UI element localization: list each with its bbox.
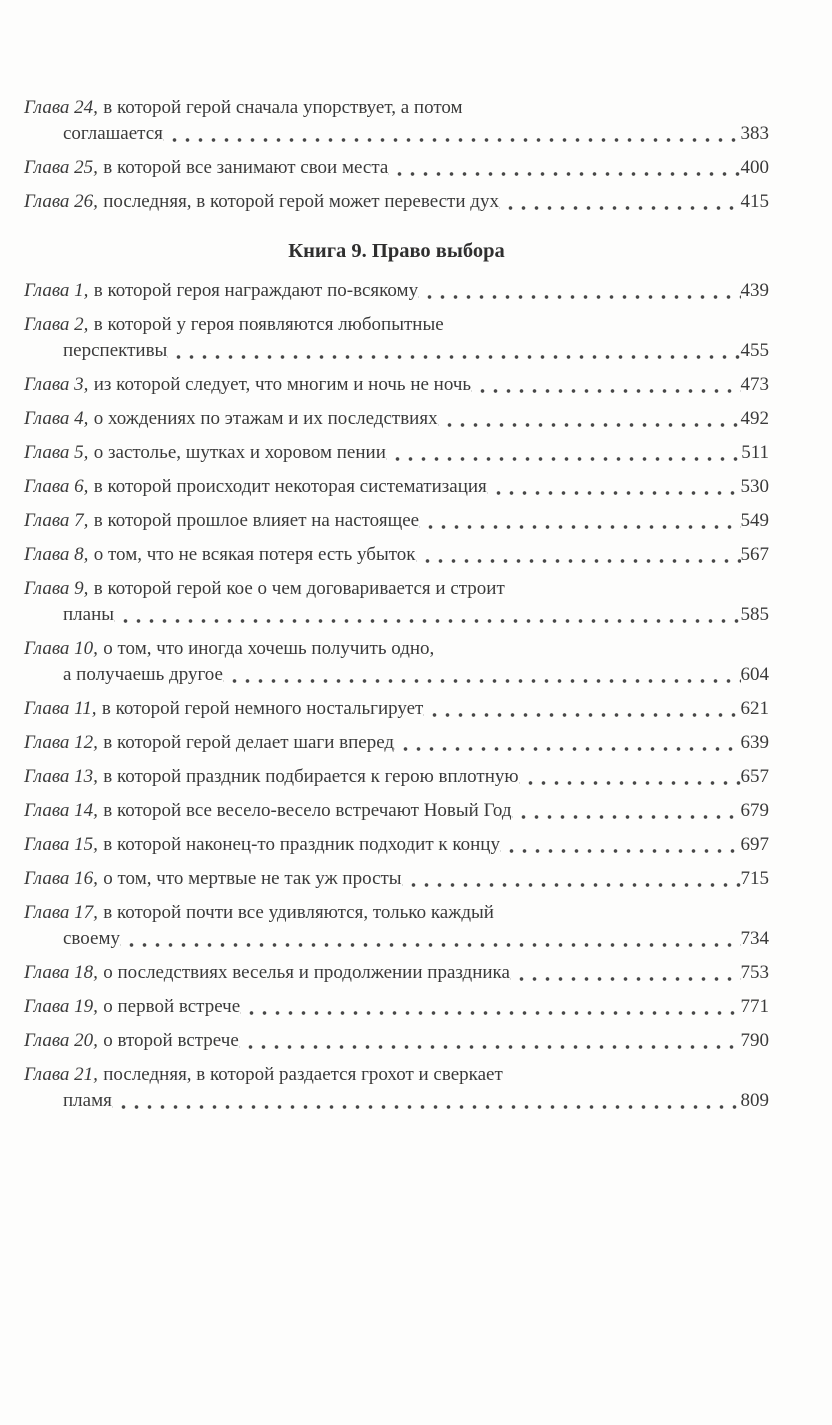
chapter-title: о том, что мертвые не так уж просты [103, 868, 402, 889]
chapter-title: в которой происходит некоторая систематизация [93, 476, 487, 497]
page-number: 585 [740, 604, 769, 625]
toc-entry [24, 95, 769, 147]
toc-line [24, 508, 769, 534]
toc-entry [24, 372, 769, 398]
dot-leader [114, 602, 740, 628]
chapter-title: последняя, в которой герой может перевести дух [103, 191, 499, 212]
toc-line [24, 189, 769, 215]
toc-line [24, 798, 769, 824]
page-number: 549 [740, 510, 769, 531]
toc-text [24, 189, 499, 215]
toc-line [24, 764, 769, 790]
toc-entry [24, 832, 769, 858]
chapter-title: в которой почти все удивляются, только каждый [103, 902, 494, 923]
chapter-title: в которой все весело-весело встречают Новый Год [103, 800, 512, 821]
page-number: 753 [740, 962, 769, 983]
toc-text [24, 95, 463, 121]
toc-entry [24, 576, 769, 628]
toc-text [63, 926, 120, 952]
toc-text [24, 636, 434, 662]
page-number: 715 [740, 868, 769, 889]
toc-line [24, 576, 769, 602]
toc-entry [24, 730, 769, 756]
dot-leader [512, 798, 741, 824]
chapter-label: Глава 9, [24, 578, 89, 599]
toc-text [24, 994, 240, 1020]
page-number: 511 [741, 442, 769, 463]
toc-entry [24, 440, 769, 466]
toc-entry [24, 1028, 769, 1054]
dot-leader [416, 542, 741, 568]
toc-text [63, 602, 114, 628]
toc-entry [24, 542, 769, 568]
page-number: 473 [740, 374, 769, 395]
toc-text [24, 576, 505, 602]
toc-line [24, 155, 769, 181]
chapter-label: Глава 24, [24, 97, 98, 118]
chapter-title: из которой следует, что многим и ночь не ночь [93, 374, 472, 395]
toc-line [24, 994, 769, 1020]
page-number: 734 [740, 928, 769, 949]
toc-text [63, 121, 163, 147]
toc-entry [24, 189, 769, 215]
toc-line [24, 312, 769, 338]
toc-entry [24, 508, 769, 534]
chapter-title: в которой герой немного ностальгирует [101, 698, 424, 719]
chapter-label: Глава 6, [24, 476, 89, 497]
toc-text [24, 900, 494, 926]
chapter-label: Глава 13, [24, 766, 98, 787]
toc-line [24, 662, 769, 688]
chapter-label: Глава 3, [24, 374, 89, 395]
toc-text [63, 338, 167, 364]
chapter-label: Глава 2, [24, 314, 89, 335]
toc-line [24, 900, 769, 926]
toc-text [24, 1028, 239, 1054]
toc-text [24, 832, 500, 858]
page-number: 383 [740, 123, 769, 144]
toc-entry [24, 278, 769, 304]
toc-text [63, 1088, 112, 1114]
chapter-label: Глава 1, [24, 280, 89, 301]
dot-leader [487, 474, 741, 500]
toc-line [24, 960, 769, 986]
dot-leader [423, 696, 740, 722]
toc-text [24, 508, 419, 534]
toc-line [24, 474, 769, 500]
toc-text [24, 696, 423, 722]
page-number: 639 [740, 732, 769, 753]
chapter-title: в которой праздник подбирается к герою вплотную [103, 766, 519, 787]
chapter-title: о второй встрече [103, 1030, 239, 1051]
chapter-title: о первой встрече [103, 996, 241, 1017]
dot-leader [163, 121, 741, 147]
chapter-title: о том, что иногда хочешь получить одно, [103, 638, 435, 659]
section-heading: Книга 9. Право выбора [288, 240, 505, 262]
page-number: 621 [740, 698, 769, 719]
toc-line [24, 602, 769, 628]
chapter-title: в которой герой сначала упорствует, а потом [103, 97, 463, 118]
toc-entry [24, 994, 769, 1020]
chapter-label: Глава 20, [24, 1030, 98, 1051]
page-number: 697 [740, 834, 769, 855]
toc-line [24, 278, 769, 304]
toc-line [24, 406, 769, 432]
toc-entry [24, 155, 769, 181]
toc-entry [24, 900, 769, 952]
dot-leader [499, 189, 741, 215]
dot-leader [500, 832, 741, 858]
toc-text [24, 474, 487, 500]
chapter-title: о хождениях по этажам и их последствиях [93, 408, 438, 429]
chapter-label: Глава 10, [24, 638, 98, 659]
chapter-title: в которой героя награждают по-всякому [93, 280, 419, 301]
chapter-label: Глава 14, [24, 800, 98, 821]
page-number: 439 [740, 280, 769, 301]
chapter-title: в которой все занимают свои места [103, 157, 389, 178]
chapter-label: Глава 16, [24, 868, 98, 889]
chapter-title: в которой прошлое влияет на настоящее [93, 510, 420, 531]
toc-text [24, 1062, 503, 1088]
chapter-label: Глава 19, [24, 996, 98, 1017]
chapter-title: о том, что не всякая потеря есть убыток [93, 544, 416, 565]
toc-text [24, 798, 512, 824]
chapter-label: Глава 18, [24, 962, 98, 983]
toc-text [24, 312, 444, 338]
toc-text [24, 960, 510, 986]
dot-leader [394, 730, 740, 756]
toc-line [24, 372, 769, 398]
toc-entry [24, 696, 769, 722]
chapter-title: в которой у героя появляются любопытные [93, 314, 444, 335]
chapter-title: о последствиях веселья и продолжении праздника [103, 962, 510, 983]
toc-entry [24, 866, 769, 892]
toc-line [24, 1062, 769, 1088]
page-number: 604 [740, 664, 769, 685]
toc-entry [24, 764, 769, 790]
toc-line [24, 1088, 769, 1114]
chapter-label: Глава 11, [24, 698, 97, 719]
toc-text [63, 662, 223, 688]
toc-text [24, 866, 402, 892]
chapter-label: Глава 8, [24, 544, 89, 565]
page-number: 492 [740, 408, 769, 429]
page-number: 455 [740, 340, 769, 361]
toc-line [24, 440, 769, 466]
toc-line [24, 696, 769, 722]
toc-text [24, 542, 416, 568]
dot-leader [471, 372, 740, 398]
chapter-title: в которой наконец-то праздник подходит к концу [103, 834, 500, 855]
toc-text [24, 730, 394, 756]
chapter-label: Глава 26, [24, 191, 98, 212]
chapter-title: о застолье, шутках и хоровом пении [93, 442, 386, 463]
toc-text [24, 406, 438, 432]
chapter-label: Глава 21, [24, 1064, 98, 1085]
toc-text [24, 372, 471, 398]
toc-line [24, 338, 769, 364]
page-number: 415 [740, 191, 769, 212]
chapter-title: в которой герой кое о чем договаривается и строит [93, 578, 505, 599]
toc-entry [24, 798, 769, 824]
page-number: 400 [740, 157, 769, 178]
chapter-title-continued: своему [63, 928, 120, 949]
dot-leader [419, 508, 740, 534]
dot-leader [240, 994, 740, 1020]
chapter-title: в которой герой делает шаги вперед [103, 732, 395, 753]
toc-line [24, 636, 769, 662]
page-number: 809 [740, 1090, 769, 1111]
toc-line [24, 95, 769, 121]
chapter-label: Глава 12, [24, 732, 98, 753]
chapter-title-continued: пламя [63, 1090, 112, 1111]
toc-entry [24, 960, 769, 986]
toc-line [24, 121, 769, 147]
toc-line [24, 542, 769, 568]
dot-leader [120, 926, 741, 952]
chapter-label: Глава 4, [24, 408, 89, 429]
chapter-title-continued: перспективы [63, 340, 168, 361]
toc-text [24, 155, 388, 181]
toc-text [24, 440, 386, 466]
chapter-title: последняя, в которой раздается грохот и сверкает [103, 1064, 503, 1085]
page-number: 567 [740, 544, 769, 565]
page-number: 530 [740, 476, 769, 497]
chapter-label: Глава 17, [24, 902, 98, 923]
chapter-title-continued: планы [63, 604, 115, 625]
dot-leader [510, 960, 741, 986]
chapter-label: Глава 5, [24, 442, 89, 463]
toc-line [24, 832, 769, 858]
page-number: 657 [740, 766, 769, 787]
chapter-title-continued: а получаешь другое [63, 664, 223, 685]
toc-line [24, 926, 769, 952]
dot-leader [167, 338, 740, 364]
page-number: 679 [740, 800, 769, 821]
dot-leader [112, 1088, 741, 1114]
dot-leader [438, 406, 741, 432]
toc-entry [24, 312, 769, 364]
toc-entry [24, 406, 769, 432]
toc-entry [24, 474, 769, 500]
toc-line [24, 730, 769, 756]
chapter-label: Глава 7, [24, 510, 89, 531]
dot-leader [223, 662, 741, 688]
page-number: 771 [740, 996, 769, 1017]
chapter-label: Глава 25, [24, 157, 98, 178]
toc-line [24, 1028, 769, 1054]
page-number: 790 [740, 1030, 769, 1051]
dot-leader [519, 764, 741, 790]
dot-leader [418, 278, 740, 304]
toc-entry [24, 636, 769, 688]
toc-text [24, 278, 418, 304]
toc-text [24, 764, 519, 790]
table-of-contents [24, 95, 769, 1114]
dot-leader [239, 1028, 741, 1054]
dot-leader [388, 155, 740, 181]
dot-leader [386, 440, 741, 466]
chapter-label: Глава 15, [24, 834, 98, 855]
toc-entry [24, 1062, 769, 1114]
dot-leader [402, 866, 741, 892]
toc-line [24, 866, 769, 892]
chapter-title-continued: соглашается [63, 123, 163, 144]
